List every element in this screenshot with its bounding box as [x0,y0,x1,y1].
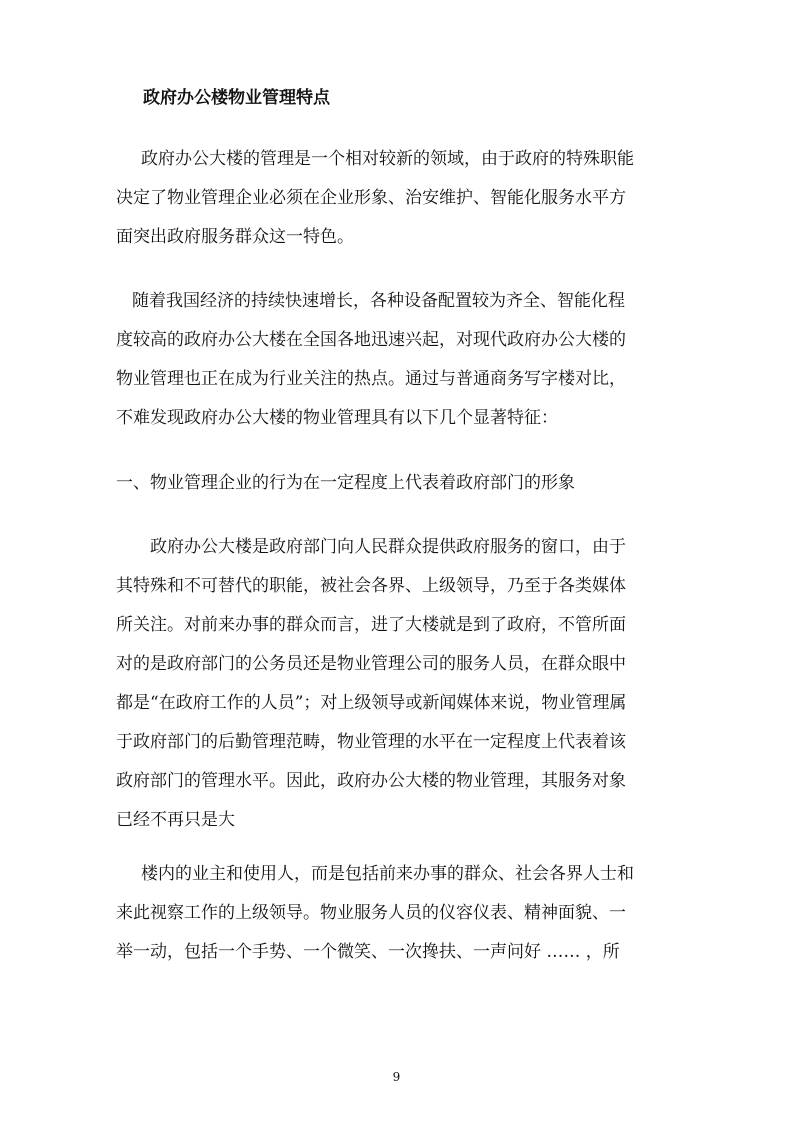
body-text-line: 于政府部门的后勤管理范畴，物业管理的水平在一定程度上代表着该 [116,732,626,752]
body-text-line: 政府办公大楼是政府部门向人民群众提供政府服务的窗口，由于 [150,537,626,557]
body-text-line: 已经不再只是大 [116,810,235,830]
body-text-line: 对的是政府部门的公务员还是物业管理公司的服务人员，在群众眼中 [116,654,626,674]
body-text-line: 不难发现政府办公大楼的物业管理具有以下几个显著特征： [116,408,558,428]
page-number: 9 [392,1070,401,1084]
body-text-line: 物业管理也正在成为行业关注的热点。通过与普通商务写字楼对比， [116,369,626,389]
page-title: 政府办公楼物业管理特点 [143,88,330,108]
body-text-line: 面突出政府服务群众这一特色。 [116,227,354,247]
body-text-line: 度较高的政府办公大楼在全国各地迅速兴起，对现代政府办公大楼的 [116,330,626,350]
body-text-line: 政府办公大楼的管理是一个相对较新的领域，由于政府的特殊职能 [141,149,634,169]
body-text-line: 都是“在政府工作的人员”；对上级领导或新闻媒体来说，物业管理属 [116,693,627,713]
body-text-line: 来此视察工作的上级领导。物业服务人员的仪容仪表、精神面貌、一 [116,903,626,923]
body-text-line: 决定了物业管理企业必须在企业形象、治安维护、智能化服务水平方 [116,188,626,208]
body-text-line: 其特殊和不可替代的职能，被社会各界、上级领导，乃至于各类媒体 [116,576,626,596]
section-heading: 一、物业管理企业的行为在一定程度上代表着政府部门的形象 [116,473,575,493]
body-text-line: 楼内的业主和使用人，而是包括前来办事的群众、社会各界人士和 [141,864,634,884]
body-text-line: 政府部门的管理水平。因此，政府办公大楼的物业管理，其服务对象 [116,771,626,791]
body-text-line: 随着我国经济的持续快速增长，各种设备配置较为齐全、智能化程 [132,291,625,311]
body-text-line: 举一动，包括一个手势、一个微笑、一次搀扶、一声问好 …… ，所 [116,942,620,962]
body-text-line: 所关注。对前来办事的群众而言，进了大楼就是到了政府，不管所面 [116,615,626,635]
